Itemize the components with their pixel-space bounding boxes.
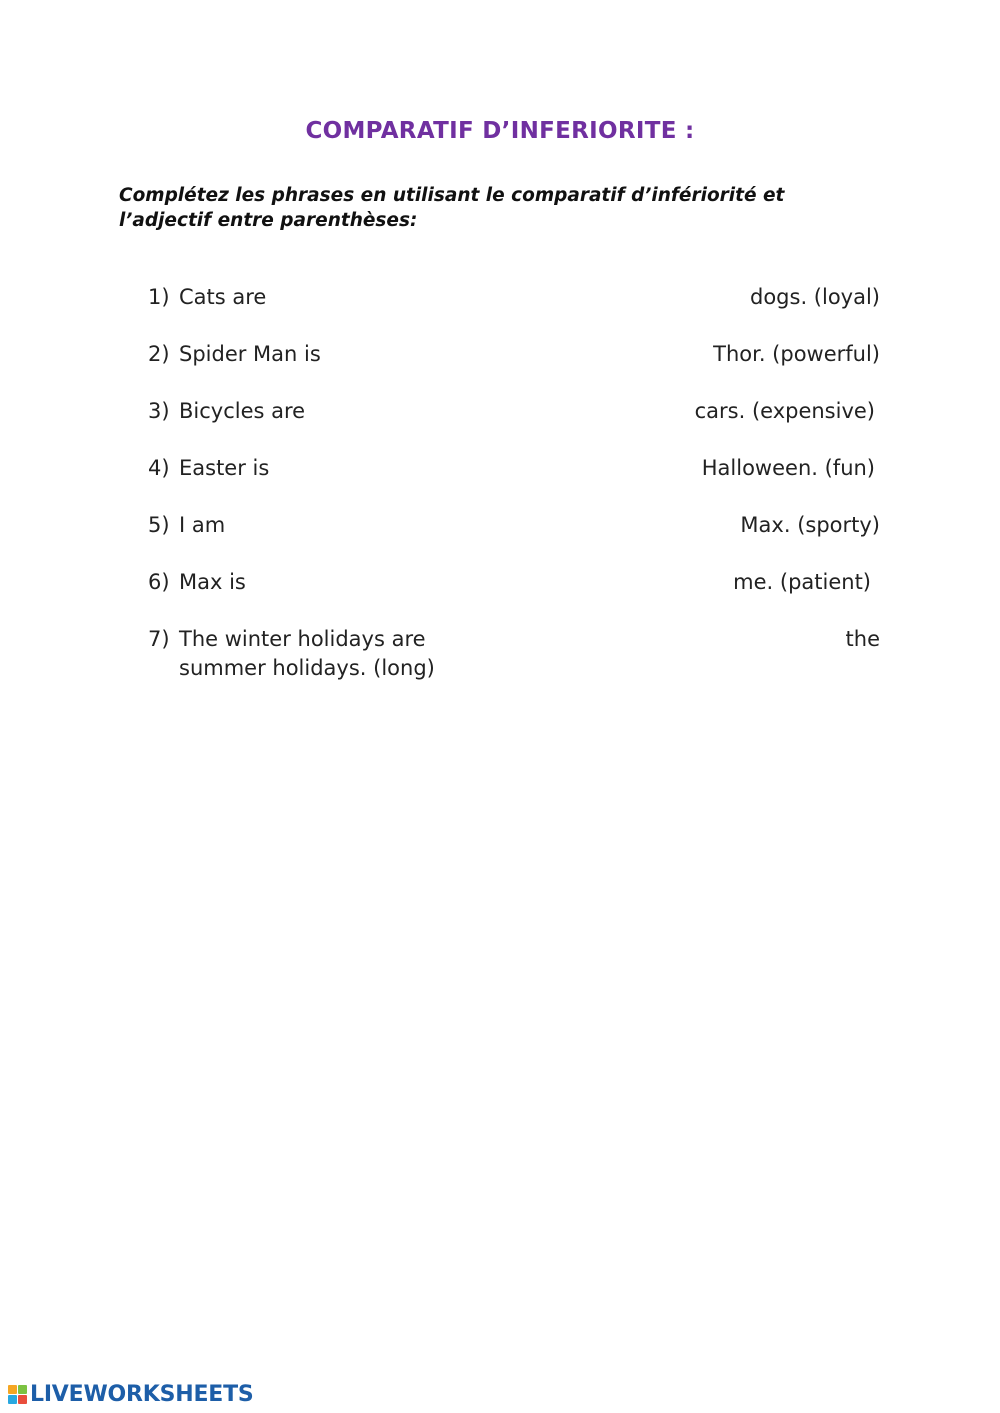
answer-input[interactable] xyxy=(348,342,682,370)
exercise-item xyxy=(148,454,880,483)
exercise-item xyxy=(148,340,880,369)
exercise-number: 4) xyxy=(148,456,170,480)
logo-text: LIVEWORKSHEETS xyxy=(30,1382,254,1407)
exercise-text-after: Thor. (powerful) xyxy=(713,342,880,366)
exercise-number: 2) xyxy=(148,342,170,366)
answer-input[interactable] xyxy=(263,570,707,598)
answer-input[interactable] xyxy=(328,399,662,427)
exercise-text-before: Bicycles are xyxy=(179,399,306,423)
exercise-text-after: the xyxy=(845,627,880,651)
exercise-text-after: Halloween. (fun) xyxy=(701,456,875,480)
exercise-item xyxy=(148,568,880,597)
answer-input[interactable] xyxy=(243,513,717,541)
answer-input[interactable] xyxy=(468,627,832,655)
exercise-text-before: Cats are xyxy=(179,285,267,309)
page-title: COMPARATIF D’INFERIORITE : xyxy=(305,118,695,144)
exercise-text-after: Max. (sporty) xyxy=(740,513,880,537)
exercise-text-after: dogs. (loyal) xyxy=(750,285,880,309)
exercise-number: 3) xyxy=(148,399,170,423)
exercise-text-before: Spider Man is xyxy=(179,342,321,366)
exercise-text-before: Easter is xyxy=(179,456,270,480)
answer-input[interactable] xyxy=(288,285,722,313)
exercise-item xyxy=(148,283,880,312)
logo-blocks-icon xyxy=(8,1385,27,1404)
exercise-text-before: Max is xyxy=(179,570,246,594)
liveworksheets-logo xyxy=(8,1382,254,1407)
exercise-text-after: me. (patient) xyxy=(733,570,871,594)
answer-input[interactable] xyxy=(288,456,672,484)
exercise-text-before: I am xyxy=(179,513,226,537)
exercise-number: 6) xyxy=(148,570,170,594)
exercise-text-continuation: summer holidays. (long) xyxy=(179,656,435,680)
exercise-item xyxy=(148,397,880,426)
exercise-number: 7) xyxy=(148,627,170,651)
exercise-text-before: The winter holidays are xyxy=(179,627,426,651)
exercise-item xyxy=(148,511,880,540)
exercise-item xyxy=(148,625,880,683)
exercise-number: 1) xyxy=(148,285,170,309)
exercise-number: 5) xyxy=(148,513,170,537)
instructions: Complétez les phrases en utilisant le comparatif d’infériorité et l’adjectif entre parenthèses: xyxy=(119,185,785,231)
exercise-text-after: cars. (expensive) xyxy=(694,399,875,423)
